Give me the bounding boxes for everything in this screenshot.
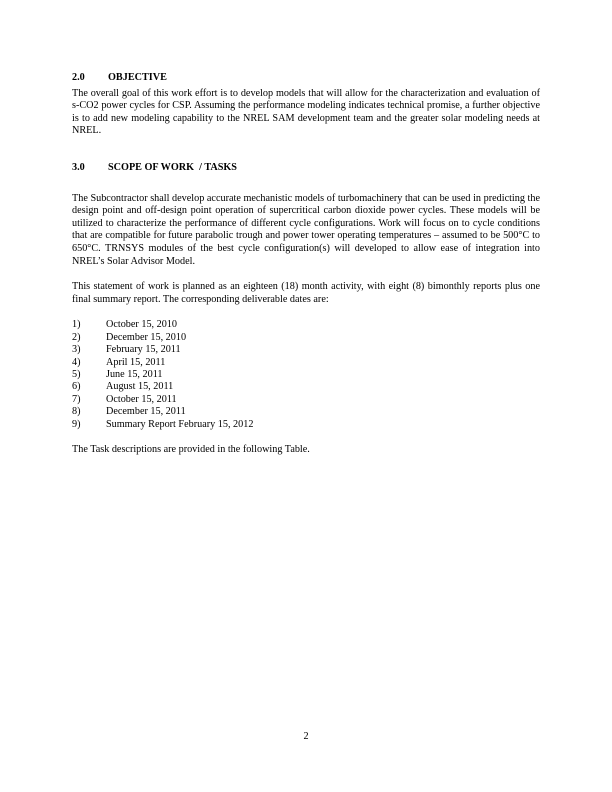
list-item: 5) June 15, 2011 bbox=[72, 368, 163, 380]
deliverable-dates-list bbox=[72, 319, 540, 431]
table-note-paragraph: The Task descriptions are provided in the following Table. bbox=[72, 443, 310, 455]
section-title: SCOPE OF WORK / TASKS bbox=[108, 161, 237, 173]
scope-paragraph-1: The Subcontractor shall develop accurate mechanistic models of turbomachinery that can be used in predicting the design point and off-design point operation of supercritical carbon dioxide power cycles. These models will be utilized to characterize the performance of different cycle configurations. Work will focus on to cycle conditions that are compatible for future parabolic trough and power tower operating temperatures – assumed to be 500°C to 650°C. TRNSYS modules of the best cycle configuration(s) will developed to allow ease of integration into NREL’s Solar Advisor Model. bbox=[72, 192, 540, 267]
objective-paragraph: The overall goal of this work effort is to develop models that will allow for the characterization and evaluation of s-CO2 power cycles for CSP. Assuming the performance modeling indicates technical promise, a further objective is to add new modeling capability to the NREL SAM development team and the greater solar modeling needs at NREL. bbox=[72, 87, 540, 137]
section-heading-objective bbox=[72, 72, 540, 85]
list-item: 8) December 15, 2011 bbox=[72, 406, 186, 418]
list-item: 9) Summary Report February 15, 2012 bbox=[72, 418, 254, 430]
list-item: 3) February 15, 2011 bbox=[72, 344, 181, 356]
list-item: 2) December 15, 2010 bbox=[72, 331, 187, 343]
page-number: 2 bbox=[303, 731, 309, 742]
list-item: 7) October 15, 2011 bbox=[72, 393, 177, 405]
section-title: OBJECTIVE bbox=[108, 72, 167, 83]
scope-paragraph-2: This statement of work is planned as an eighteen (18) month activity, with eight (8) bimonthly reports plus one final summary report. The corresponding deliverable dates are: bbox=[72, 281, 540, 305]
document-page bbox=[72, 72, 540, 457]
list-item: 4) April 15, 2011 bbox=[72, 356, 166, 368]
section-number: 3.0 bbox=[72, 161, 85, 173]
section-heading-scope bbox=[72, 162, 540, 175]
list-item: 1) October 15, 2010 bbox=[72, 319, 178, 331]
list-item: 6) August 15, 2011 bbox=[72, 381, 174, 393]
section-number: 2.0 bbox=[72, 72, 85, 83]
